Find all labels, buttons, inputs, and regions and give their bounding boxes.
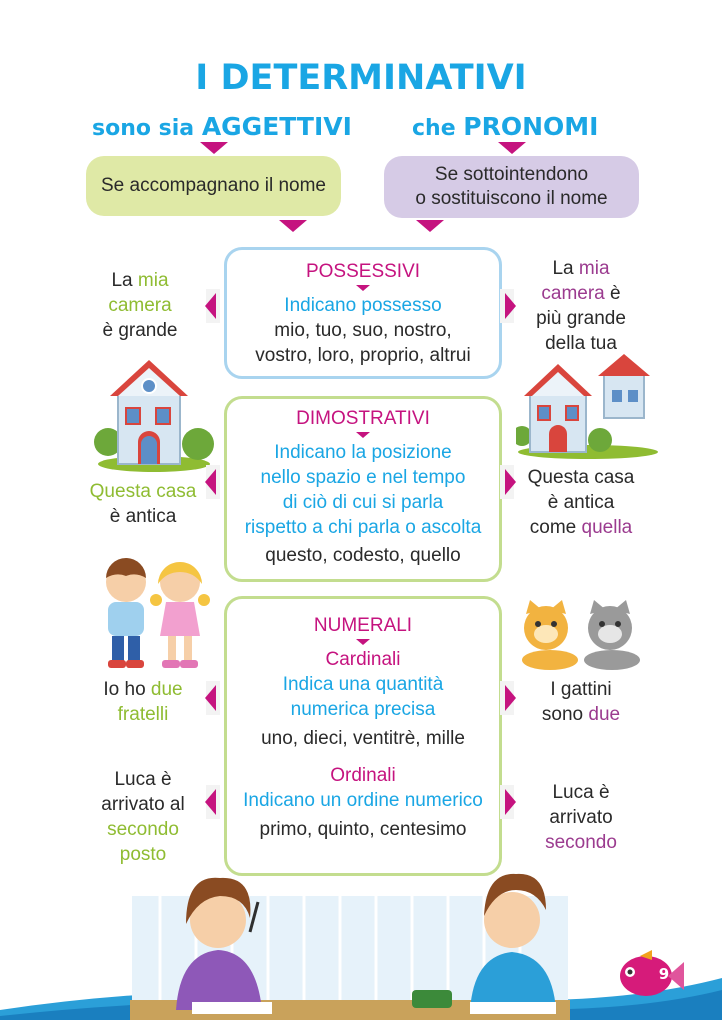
two-houses-illustration bbox=[516, 350, 662, 460]
subtitle-mid: che bbox=[412, 116, 456, 141]
arrow-left-icon bbox=[205, 469, 216, 495]
ex-highlight: mia bbox=[578, 258, 610, 279]
box-possessivi bbox=[224, 247, 502, 379]
box-dimostrativi bbox=[224, 396, 502, 582]
ex-word: sono bbox=[541, 704, 584, 725]
arrow-left-icon bbox=[205, 685, 216, 711]
cardinali-def-1: Indica una quantità bbox=[282, 674, 444, 695]
example-cardinali-left bbox=[80, 677, 206, 727]
ex-highlight: due bbox=[588, 704, 621, 725]
page-number: 9 bbox=[658, 965, 670, 983]
pill-left-text: Se accompagnano il nome bbox=[101, 175, 326, 196]
ex-word: arrivato bbox=[549, 807, 613, 828]
kittens-illustration bbox=[516, 600, 644, 672]
page-title: I DETERMINATIVI bbox=[195, 58, 527, 98]
numerali-heading: NUMERALI bbox=[313, 615, 413, 636]
example-possessivi-left bbox=[70, 268, 210, 343]
pill-right-line2: o sostituiscono il nome bbox=[415, 188, 608, 209]
ex-word: è antica bbox=[547, 492, 615, 513]
ordinali-examples: primo, quinto, centesimo bbox=[259, 819, 467, 840]
ex-word: I gattini bbox=[550, 679, 612, 700]
fish-icon bbox=[618, 948, 684, 1000]
ex-highlight: Questa casa bbox=[89, 481, 197, 502]
ex-highlight: fratelli bbox=[117, 704, 169, 725]
subtitle-pronomi bbox=[412, 112, 598, 141]
ex-highlight: camera bbox=[108, 295, 172, 316]
possessivi-heading: POSSESSIVI bbox=[305, 261, 421, 282]
arrow-right-icon bbox=[505, 685, 516, 711]
arrow-left-icon bbox=[205, 293, 216, 319]
subtitle-pre: sono sia bbox=[92, 116, 195, 141]
ex-word: Luca è bbox=[114, 769, 172, 790]
house-illustration bbox=[94, 356, 214, 474]
arrow-down-icon bbox=[498, 142, 526, 154]
arrow-right-icon bbox=[505, 469, 516, 495]
dimostrativi-def-3: di ciò di cui si parla bbox=[282, 492, 444, 513]
ex-word: è antica bbox=[109, 506, 177, 527]
pill-aggettivi bbox=[86, 156, 341, 216]
arrow-down-icon bbox=[356, 639, 370, 645]
dimostrativi-def-2: nello spazio e nel tempo bbox=[260, 467, 466, 488]
ex-word: La bbox=[111, 270, 133, 291]
subtitle-pronomi-word: PRONOMI bbox=[463, 112, 599, 141]
ex-word: è bbox=[610, 283, 621, 304]
arrow-down-icon bbox=[356, 285, 370, 291]
students-at-desk-illustration bbox=[0, 860, 722, 1020]
ex-word: arrivato al bbox=[101, 794, 185, 815]
ex-highlight: due bbox=[150, 679, 183, 700]
example-cardinali-right bbox=[516, 677, 646, 727]
ex-highlight: posto bbox=[119, 844, 167, 865]
ex-highlight: mia bbox=[137, 270, 169, 291]
dimostrativi-examples: questo, codesto, quello bbox=[265, 545, 461, 566]
ex-highlight: secondo bbox=[545, 832, 617, 853]
ex-word: come bbox=[529, 517, 577, 538]
ex-highlight: secondo bbox=[107, 819, 179, 840]
arrow-down-icon bbox=[200, 142, 228, 154]
ordinali-heading: Ordinali bbox=[330, 765, 396, 786]
possessivi-examples-2: vostro, loro, proprio, altrui bbox=[255, 345, 471, 366]
arrow-down-icon bbox=[356, 432, 370, 438]
ex-word: Luca è bbox=[552, 782, 610, 803]
cardinali-def-2: numerica precisa bbox=[290, 699, 436, 720]
ex-word: Io ho bbox=[103, 679, 146, 700]
arrow-down-icon bbox=[279, 220, 307, 232]
ex-word: Questa casa bbox=[527, 467, 635, 488]
ex-word: della tua bbox=[545, 333, 617, 354]
dimostrativi-heading: DIMOSTRATIVI bbox=[296, 408, 430, 429]
dimostrativi-def-1: Indicano la posizione bbox=[274, 442, 452, 463]
ordinali-definition: Indicano un ordine numerico bbox=[243, 790, 483, 811]
arrow-right-icon bbox=[505, 789, 516, 815]
example-ordinali-left bbox=[80, 767, 206, 867]
box-numerali bbox=[224, 596, 502, 876]
cardinali-examples: uno, dieci, ventitrè, mille bbox=[261, 728, 465, 749]
possessivi-definition: Indicano possesso bbox=[284, 295, 442, 316]
ex-word: è grande bbox=[102, 320, 178, 341]
pill-right-line1: Se sottointendono bbox=[434, 164, 589, 185]
arrow-left-icon bbox=[205, 789, 216, 815]
example-dimostrativi-left bbox=[78, 479, 208, 529]
ex-word: più grande bbox=[536, 308, 626, 329]
arrow-right-icon bbox=[505, 293, 516, 319]
possessivi-examples-1: mio, tuo, suo, nostro, bbox=[274, 320, 452, 341]
subtitle-aggettivi-word: AGGETTIVI bbox=[201, 112, 352, 141]
ex-highlight: quella bbox=[581, 517, 633, 538]
ex-word: La bbox=[552, 258, 574, 279]
example-ordinali-right bbox=[516, 780, 646, 855]
pill-pronomi bbox=[384, 156, 639, 218]
ex-highlight: camera bbox=[541, 283, 605, 304]
children-illustration bbox=[94, 556, 212, 674]
subtitle-aggettivi bbox=[92, 112, 352, 141]
cardinali-heading: Cardinali bbox=[325, 649, 401, 670]
example-dimostrativi-right bbox=[516, 465, 646, 540]
example-possessivi-right bbox=[516, 256, 646, 356]
dimostrativi-def-4: rispetto a chi parla o ascolta bbox=[244, 517, 482, 538]
arrow-down-icon bbox=[416, 220, 444, 232]
